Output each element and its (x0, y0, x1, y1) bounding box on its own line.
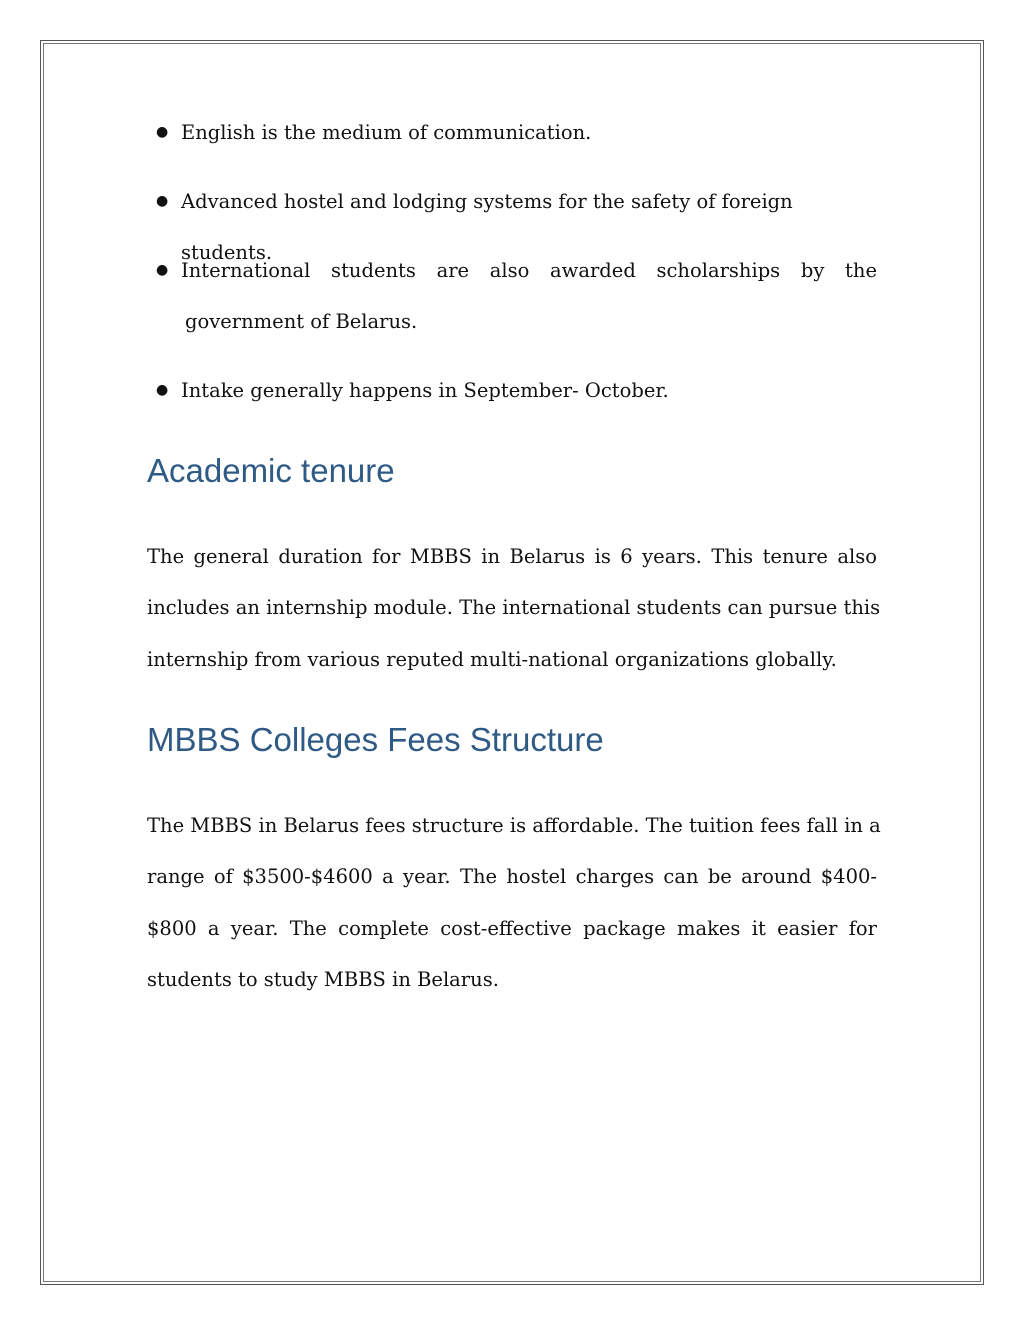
paragraph-academic-tenure (147, 531, 881, 685)
bullet-dot-icon: ● (156, 382, 169, 398)
bullet-dot-icon: ● (156, 124, 169, 140)
paragraph-fees-structure (147, 800, 881, 1005)
bullet-text: Intake generally happens in September- October. (181, 379, 669, 402)
bullet-dot-icon: ● (156, 193, 169, 209)
paragraph-line: internship from various reputed multi-national organizations globally. (147, 647, 837, 671)
bullet-dot-icon: ● (156, 262, 169, 278)
bullet-text-continuation: government of Belarus. (185, 310, 418, 333)
paragraph-line: includes an internship module. The international students can pursue this (147, 596, 881, 620)
paragraph-line: range of $3500-$4600 a year. The hostel charges can be around $400- (147, 865, 877, 889)
paragraph-line: The MBBS in Belarus fees structure is affordable. The tuition fees fall in a (147, 814, 881, 837)
bullet-text: English is the medium of communication. (181, 121, 592, 144)
paragraph-line: $800 a year. The complete cost-effective package makes it easier for (147, 916, 877, 940)
bullet-item (147, 245, 877, 347)
section-heading-academic-tenure: Academic tenure (147, 452, 395, 489)
bullet-text: Advanced hostel and lodging systems for the safety of foreign students. (181, 190, 793, 264)
paragraph-line: students to study MBBS in Belarus. (147, 967, 499, 991)
bullet-item (147, 107, 877, 158)
bullet-text: International students are also awarded scholarships by the (181, 259, 877, 282)
bullet-item (147, 365, 877, 416)
section-heading-fees-structure: MBBS Colleges Fees Structure (147, 721, 604, 758)
paragraph-line: The general duration for MBBS in Belarus is 6 years. This tenure also (147, 545, 877, 568)
